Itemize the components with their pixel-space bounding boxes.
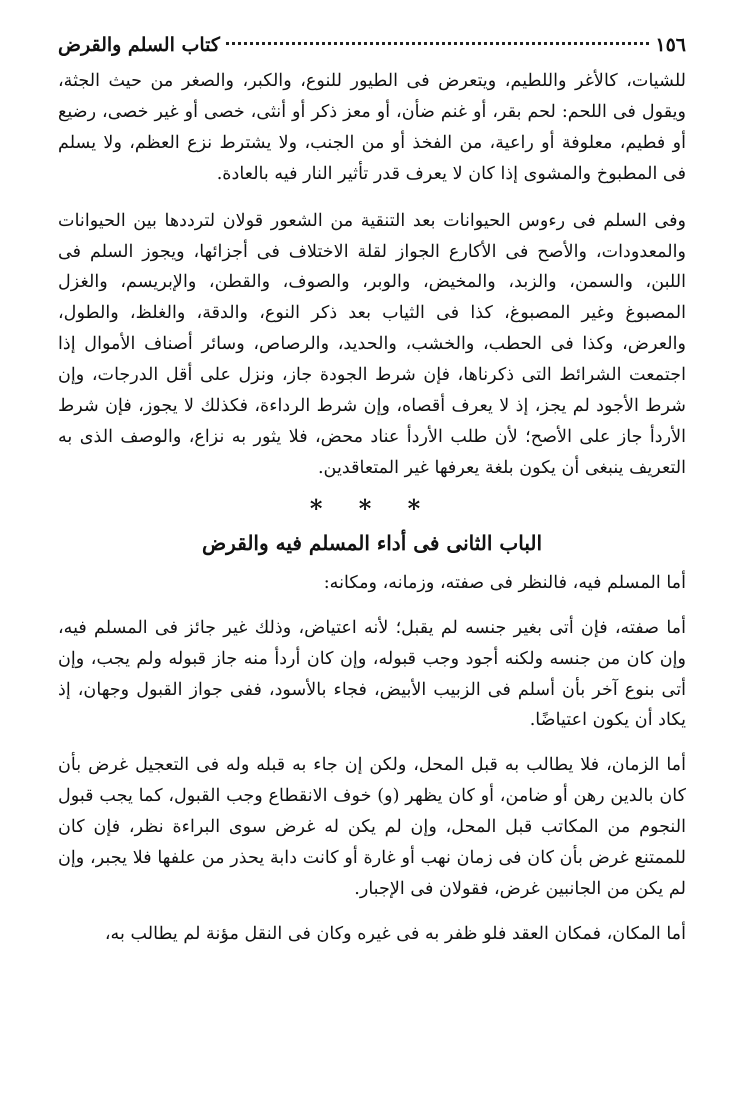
paragraph-3: أما المسلم فيه، فالنظر فى صفته، وزمانه، ومكانه: — [323, 572, 686, 593]
paragraph-5: أما الزمان، فلا يطالب به قبل المحل، ولكن إن جاء به قبله وله فى التعجيل غرض بأن كان بالدين رهن أو ضامن، أو كان يظهر (و) خوف الانقطاع وجب القبول، كما يجب قبول النجوم من المكاتب قبل المحل، وإن لم يكن له غرض سوى البراءة نظر، فإن كان للممتنع غرض بأن كان فى زمان نهب أو غارة أو كانت دابة يحذر من علفها فلا يجبر، وإن لم يكن من الجانبين غرض، فقولان فى الإجبار. — [58, 755, 686, 899]
paragraph-1: للشيات، كالأغر واللطيم، ويتعرض فى الطيور للنوع، والكبر، والصغر من حيث الجثة، ويقول فى اللحم: لحم بقر، أو غنم ضأن، أو معز ذكر أو أنثى، خصى أو غير خصى، رضيع أو فطيم، معلوفة أو راعية، من الفخذ أو من الجنب، ولا يشترط نزع العظم، ولا يسلم فى المطبوخ والمشوى إذا كان لا يعرف قدر تأثير النار فيه بالعادة. — [58, 71, 686, 184]
page-header — [58, 30, 686, 60]
book-page — [58, 30, 686, 950]
paragraph-2: وفى السلم فى رءوس الحيوانات بعد التنقية من الشعور قولان لترددها بين الحيوانات والمعدودات، والأصح فى الأكارع الجواز لقلة الاختلاف فى أجزائها، ويجوز السلم فى اللبن، والسمن، والزبد، والمخيض، والوبر، والصوف، والقطن، والإبريسم، والغزل المصبوغ وغير المصبوغ، كذا فى الثياب بعد ذكر النوع، والدقة، والغلظ، والطول، والعرض، وكذا فى الحطب، والخشب، والحديد، والرصاص، وسائر أصناف الأموال إذا اجتمعت الشرائط التى ذكرناها، فإن شرط الجودة جاز، ونزل على أقل الدرجات، وإن شرط الأجود لم يجز، إذ لا يعرف أقصاه، وإن شرط الرداءة، فكذلك لا يجوز، فإن شرط الأردأ جاز على الأصح؛ لأن طلب الأردأ عناد محض، فلا يثور به نزاع، والوصف الذى به التعريف ينبغى أن يكون بلغة يعرفها غير المتعاقدين. — [58, 210, 686, 478]
paragraph-4: أما صفته، فإن أتى بغير جنسه لم يقبل؛ لأنه اعتياض، وذلك غير جائز فى المسلم فيه، وإن كان من جنسه ولكنه أجود وجب قبوله، وإن كان أردأ منه جاز قبوله ولم يجب، وإن أتى بنوع آخر بأن أسلم فى الزبيب الأبيض، فجاء بالأسود، ففى جواز القبول وجهان، إذ يكاد أن يكون اعتياضًا. — [58, 617, 686, 731]
paragraph-6: أما المكان، فمكان العقد فلو ظفر به فى غيره وكان فى النقل مؤنة لم يطالب به، — [104, 923, 686, 944]
page-number: ١٥٦ — [655, 34, 686, 56]
chapter-title: الباب الثانى فى أداء المسلم فيه والقرض — [202, 530, 542, 555]
section-separator: * * * — [309, 493, 435, 523]
header-dotted-leader — [226, 42, 649, 45]
running-title: كتاب السلم والقرض — [58, 34, 220, 56]
